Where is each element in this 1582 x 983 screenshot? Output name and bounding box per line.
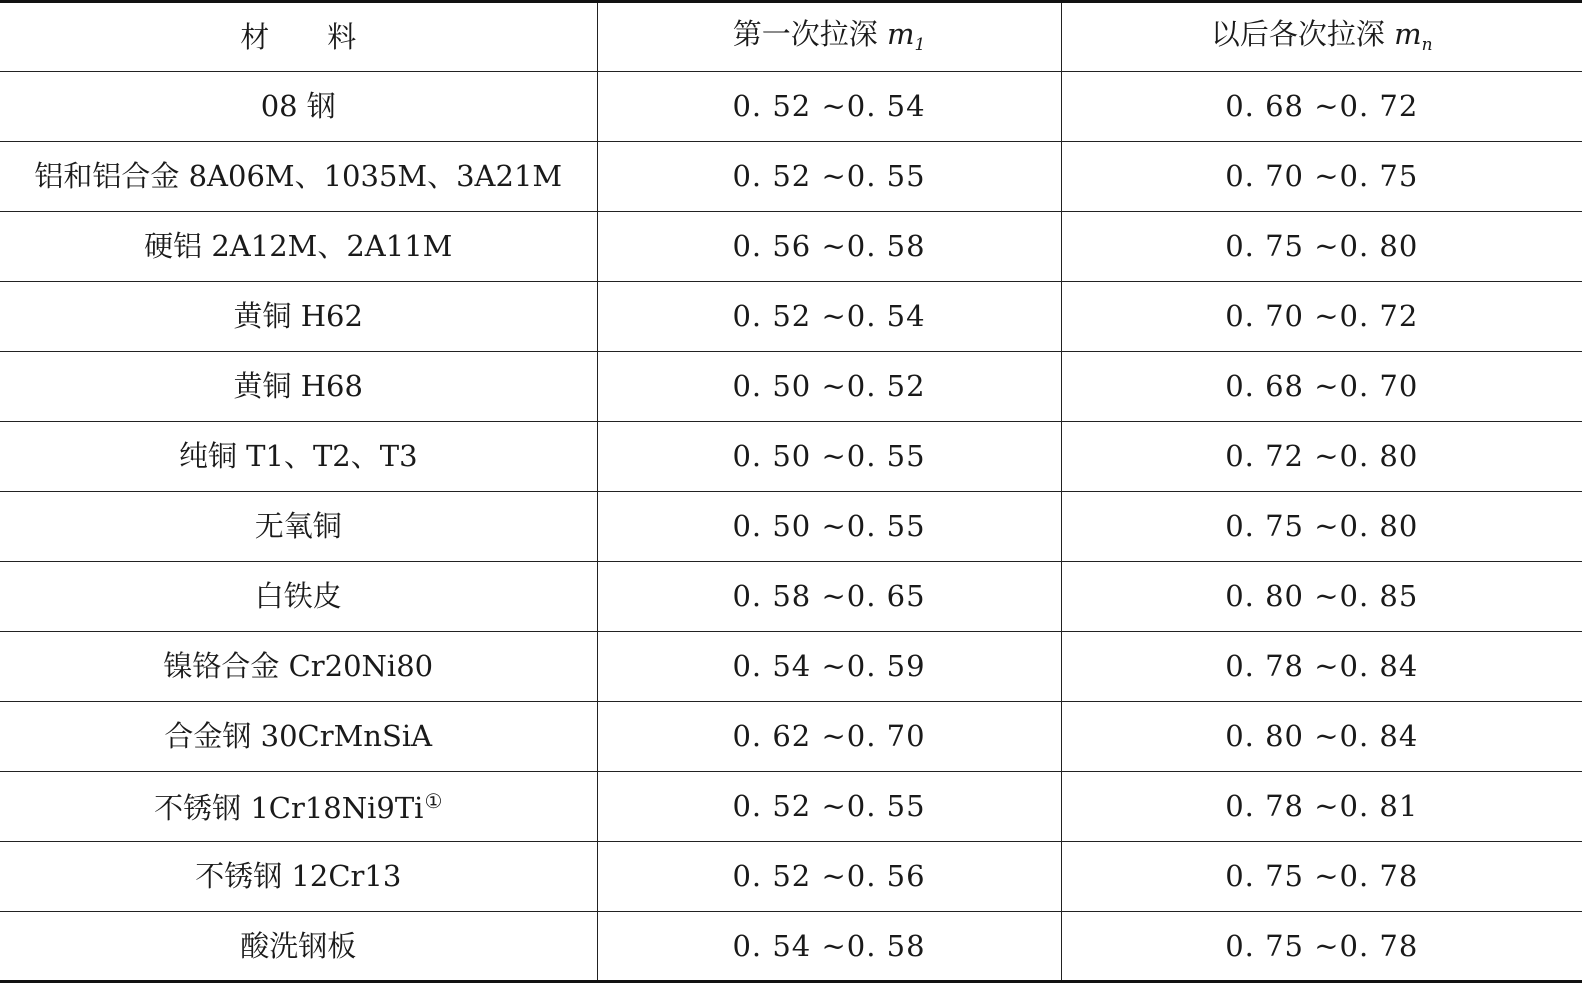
cell-material bbox=[0, 72, 597, 142]
cell-material bbox=[0, 142, 597, 212]
header-later-draw-label: 以后各次拉深 bbox=[1210, 17, 1385, 51]
material-name: 不锈钢 1Cr18Ni9Ti bbox=[154, 790, 424, 825]
cell-first-draw-coefficient: 0. 52 ~0. 54 bbox=[597, 72, 1061, 142]
table-row bbox=[0, 632, 1582, 702]
cell-first-draw-coefficient: 0. 50 ~0. 55 bbox=[597, 492, 1061, 562]
cell-first-draw-coefficient: 0. 56 ~0. 58 bbox=[597, 212, 1061, 282]
cell-later-draw-coefficient: 0. 80 ~0. 85 bbox=[1061, 562, 1582, 632]
table-row bbox=[0, 142, 1582, 212]
table-row bbox=[0, 772, 1582, 842]
table-row bbox=[0, 282, 1582, 352]
cell-later-draw-coefficient: 0. 75 ~0. 78 bbox=[1061, 912, 1582, 982]
cell-later-draw-coefficient: 0. 75 ~0. 80 bbox=[1061, 492, 1582, 562]
cell-material bbox=[0, 352, 597, 422]
material-name: 不锈钢 12Cr13 bbox=[195, 859, 402, 893]
cell-later-draw-coefficient: 0. 75 ~0. 78 bbox=[1061, 842, 1582, 912]
cell-first-draw-coefficient: 0. 52 ~0. 56 bbox=[597, 842, 1061, 912]
cell-later-draw-coefficient: 0. 75 ~0. 80 bbox=[1061, 212, 1582, 282]
table-row bbox=[0, 492, 1582, 562]
cell-first-draw-coefficient: 0. 52 ~0. 55 bbox=[597, 772, 1061, 842]
cell-material bbox=[0, 282, 597, 352]
material-name: 纯铜 T1、T2、T3 bbox=[178, 439, 418, 473]
table-row bbox=[0, 72, 1582, 142]
header-later-draw-symbol: m bbox=[1394, 17, 1422, 51]
cell-material bbox=[0, 492, 597, 562]
header-later-draw bbox=[1061, 2, 1582, 72]
header-later-draw-subscript: n bbox=[1421, 35, 1433, 55]
cell-first-draw-coefficient: 0. 62 ~0. 70 bbox=[597, 702, 1061, 772]
table-row bbox=[0, 912, 1582, 982]
material-name: 黄铜 H68 bbox=[233, 369, 363, 403]
cell-later-draw-coefficient: 0. 70 ~0. 75 bbox=[1061, 142, 1582, 212]
footnote-marker: ① bbox=[424, 788, 443, 813]
header-first-draw-subscript: 1 bbox=[914, 35, 926, 55]
header-first-draw-symbol: m bbox=[886, 17, 915, 51]
table-row bbox=[0, 212, 1582, 282]
cell-first-draw-coefficient: 0. 50 ~0. 52 bbox=[597, 352, 1061, 422]
material-name: 合金钢 30CrMnSiA bbox=[164, 719, 433, 753]
cell-material bbox=[0, 912, 597, 982]
table-row bbox=[0, 702, 1582, 772]
material-name: 白铁皮 bbox=[254, 579, 342, 613]
table-row bbox=[0, 842, 1582, 912]
header-first-draw-label: 第一次拉深 bbox=[732, 17, 878, 51]
cell-later-draw-coefficient: 0. 68 ~0. 70 bbox=[1061, 352, 1582, 422]
cell-first-draw-coefficient: 0. 50 ~0. 55 bbox=[597, 422, 1061, 492]
header-material bbox=[0, 2, 597, 72]
cell-later-draw-coefficient: 0. 78 ~0. 81 bbox=[1061, 772, 1582, 842]
cell-first-draw-coefficient: 0. 52 ~0. 54 bbox=[597, 282, 1061, 352]
cell-later-draw-coefficient: 0. 68 ~0. 72 bbox=[1061, 72, 1582, 142]
table-body bbox=[0, 72, 1582, 982]
cell-first-draw-coefficient: 0. 54 ~0. 58 bbox=[597, 912, 1061, 982]
cell-material bbox=[0, 842, 597, 912]
table-row bbox=[0, 562, 1582, 632]
cell-material bbox=[0, 702, 597, 772]
material-name: 酸洗钢板 bbox=[240, 928, 357, 963]
material-name: 镍铬合金 Cr20Ni80 bbox=[163, 649, 434, 683]
cell-later-draw-coefficient: 0. 72 ~0. 80 bbox=[1061, 422, 1582, 492]
material-name: 无氧铜 bbox=[254, 509, 342, 543]
table-header-row bbox=[0, 2, 1582, 72]
cell-first-draw-coefficient: 0. 58 ~0. 65 bbox=[597, 562, 1061, 632]
header-first-draw bbox=[597, 2, 1061, 72]
material-name: 硬铝 2A12M、2A11M bbox=[144, 229, 453, 263]
table-row bbox=[0, 422, 1582, 492]
cell-later-draw-coefficient: 0. 80 ~0. 84 bbox=[1061, 702, 1582, 772]
cell-material bbox=[0, 562, 597, 632]
table-row bbox=[0, 352, 1582, 422]
cell-material bbox=[0, 632, 597, 702]
cell-material bbox=[0, 772, 597, 842]
cell-later-draw-coefficient: 0. 78 ~0. 84 bbox=[1061, 632, 1582, 702]
material-name: 黄铜 H62 bbox=[233, 299, 363, 333]
material-name: 08 钢 bbox=[260, 89, 336, 123]
cell-later-draw-coefficient: 0. 70 ~0. 72 bbox=[1061, 282, 1582, 352]
cell-first-draw-coefficient: 0. 54 ~0. 59 bbox=[597, 632, 1061, 702]
header-material-label: 材料 bbox=[240, 19, 415, 54]
cell-material bbox=[0, 422, 597, 492]
material-name: 铝和铝合金 8A06M、1035M、3A21M bbox=[34, 159, 563, 193]
cell-first-draw-coefficient: 0. 52 ~0. 55 bbox=[597, 142, 1061, 212]
cell-material bbox=[0, 212, 597, 282]
